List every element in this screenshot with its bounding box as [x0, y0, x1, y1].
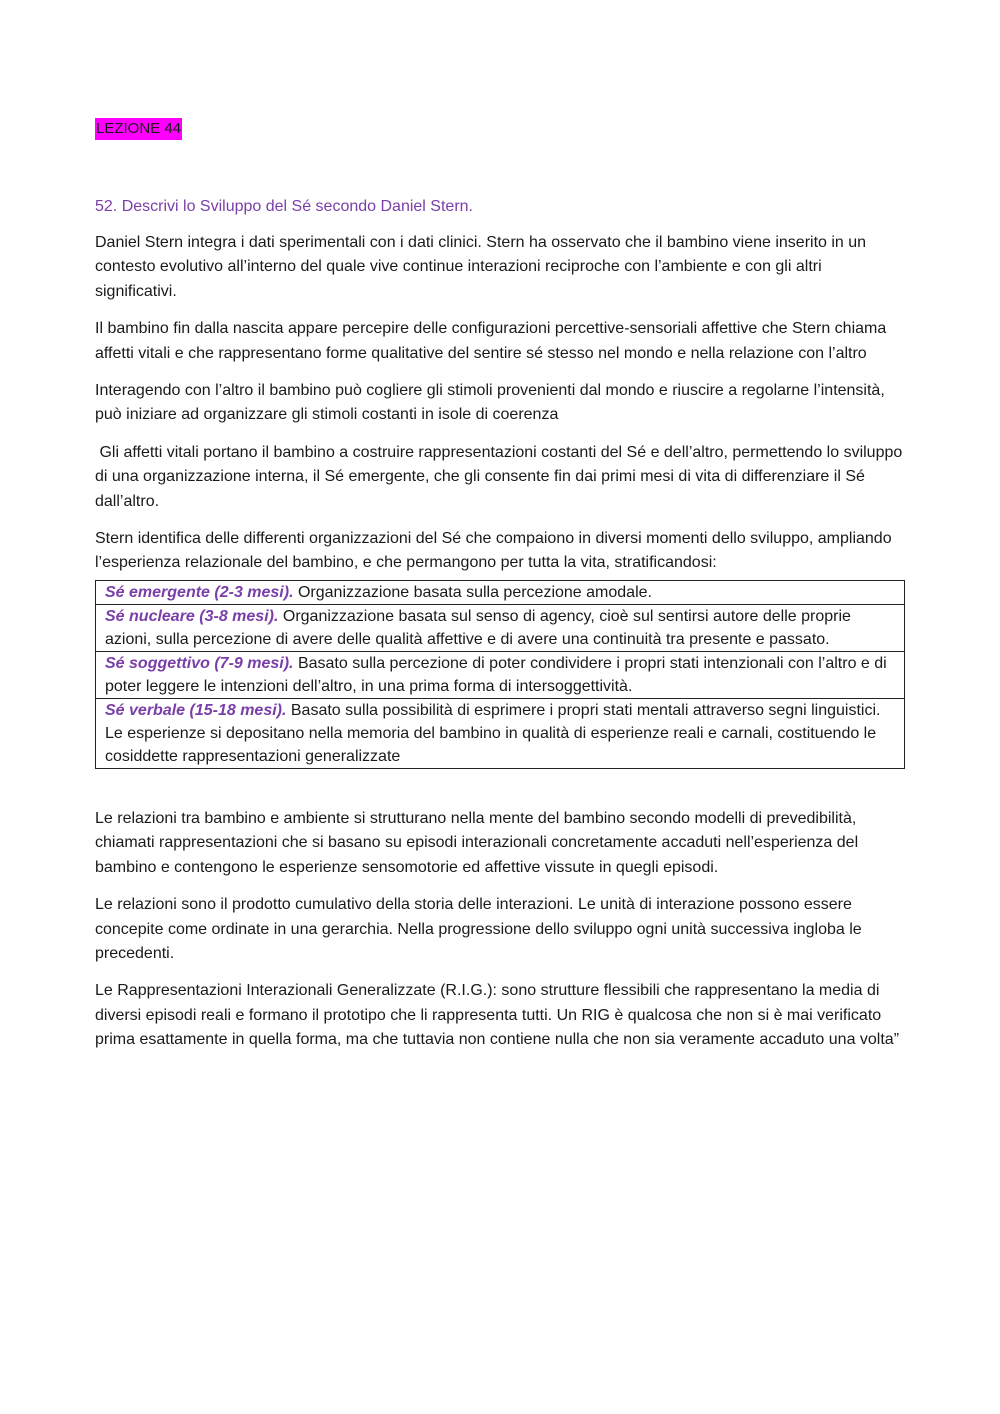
stage-name: Sé emergente (2-3 mesi). [105, 583, 294, 601]
intro-paragraph-1: Daniel Stern integra i dati sperimentali con i dati clinici. Stern ha osservato che il bambino viene inserito in un contesto evolutivo all’interno del quale vive continue interazioni reciproche con l’ambiente e con gli altri significativi. [95, 234, 867, 300]
stage-cell-emergent [96, 580, 905, 604]
closing-paragraph-3: Le Rappresentazioni Interazionali Generalizzate (R.I.G.): sono strutture flessibili che rappresentano la media di diversi episodi reali e formano il prototipo che li rappresenta tutti. Un RIG è qualcosa che non si è mai verificato prima esattamente in quella forma, ma che tuttavia non contiene nulla che non sia veramente accaduto una volta” [95, 982, 900, 1049]
stage-cell-nuclear [96, 604, 905, 651]
intro-paragraph-2: Il bambino fin dalla nascita appare percepire delle configurazioni percettive-sensoriali affettive che Stern chiama affetti vitali e che rappresentano forme qualitative del sentire sé stesso nel mondo e nella relazione con l’altro [95, 320, 887, 362]
stage-name: Sé verbale (15-18 mesi). [105, 701, 287, 719]
closing-paragraph-2: Le relazioni sono il prodotto cumulativo della storia delle interazioni. Le unità di interazione possono essere concepite come ordinate in una gerarchia. Nella progressione dello sviluppo ogni unità successiva ingloba le precedenti. [95, 896, 862, 962]
table-row [96, 698, 905, 768]
stage-cell-subjective [96, 651, 905, 698]
stage-description: Organizzazione basata sul senso di agency, cioè sul sentirsi autore delle proprie azioni, sulla percezione di avere delle qualità affettive e di avere una continuità tra presente e passato. [105, 607, 851, 648]
self-stages-table [95, 580, 905, 769]
stage-name: Sé nucleare (3-8 mesi). [105, 607, 279, 625]
intro-paragraph-5: Stern identifica delle differenti organizzazioni del Sé che compaiono in diversi momenti dello sviluppo, ampliando l’esperienza relazionale del bambino, e che permangono per tutta la vita, stratificandosi: [95, 530, 892, 572]
table-row [96, 604, 905, 651]
stage-name: Sé soggettivo (7-9 mesi). [105, 654, 294, 672]
question-heading: 52. Descrivi lo Sviluppo del Sé secondo Daniel Stern. [95, 198, 473, 215]
document-page [95, 118, 905, 1066]
stage-cell-verbal [96, 698, 905, 768]
stage-description: Organizzazione basata sulla percezione amodale. [293, 583, 652, 601]
closing-paragraph-1: Le relazioni tra bambino e ambiente si strutturano nella mente del bambino secondo modelli di prevedibilità, chiamati rappresentazioni che si basano su episodi interazionali concretamente accaduti nell’esperienza del bambino e contengono le esperienze sensomotorie ed affettive vissute in quegli episodi. [95, 809, 859, 876]
table-row [96, 651, 905, 698]
lesson-label: LEZIONE 44 [95, 118, 182, 140]
intro-paragraph-4: Gli affetti vitali portano il bambino a costruire rappresentazioni costanti del Sé e dell’altro, permettendo lo sviluppo di una organizzazione interna, il Sé emergente, che gli consente fin dai primi mesi di vita di differenziare il Sé dall’altro. [95, 443, 907, 510]
intro-paragraph-3: Interagendo con l’altro il bambino può cogliere gli stimoli provenienti dal mondo e riuscire a regolarne l’intensità, può iniziare ad organizzare gli stimoli costanti in isole di coerenza [95, 382, 885, 424]
table-row [96, 580, 905, 604]
stage-description: Basato sulla percezione di poter condividere i propri stati intenzionali con l’altro e di poter leggere le intenzioni dell’altro, in una prima forma di intersoggettività. [105, 654, 887, 695]
stage-description: Basato sulla possibilità di esprimere i propri stati mentali attraverso segni linguistici. Le esperienze si depositano nella memoria del bambino in qualità di esperienze reali e carnali, costituendo le cosiddette rappresentazioni generalizzate [105, 701, 881, 765]
